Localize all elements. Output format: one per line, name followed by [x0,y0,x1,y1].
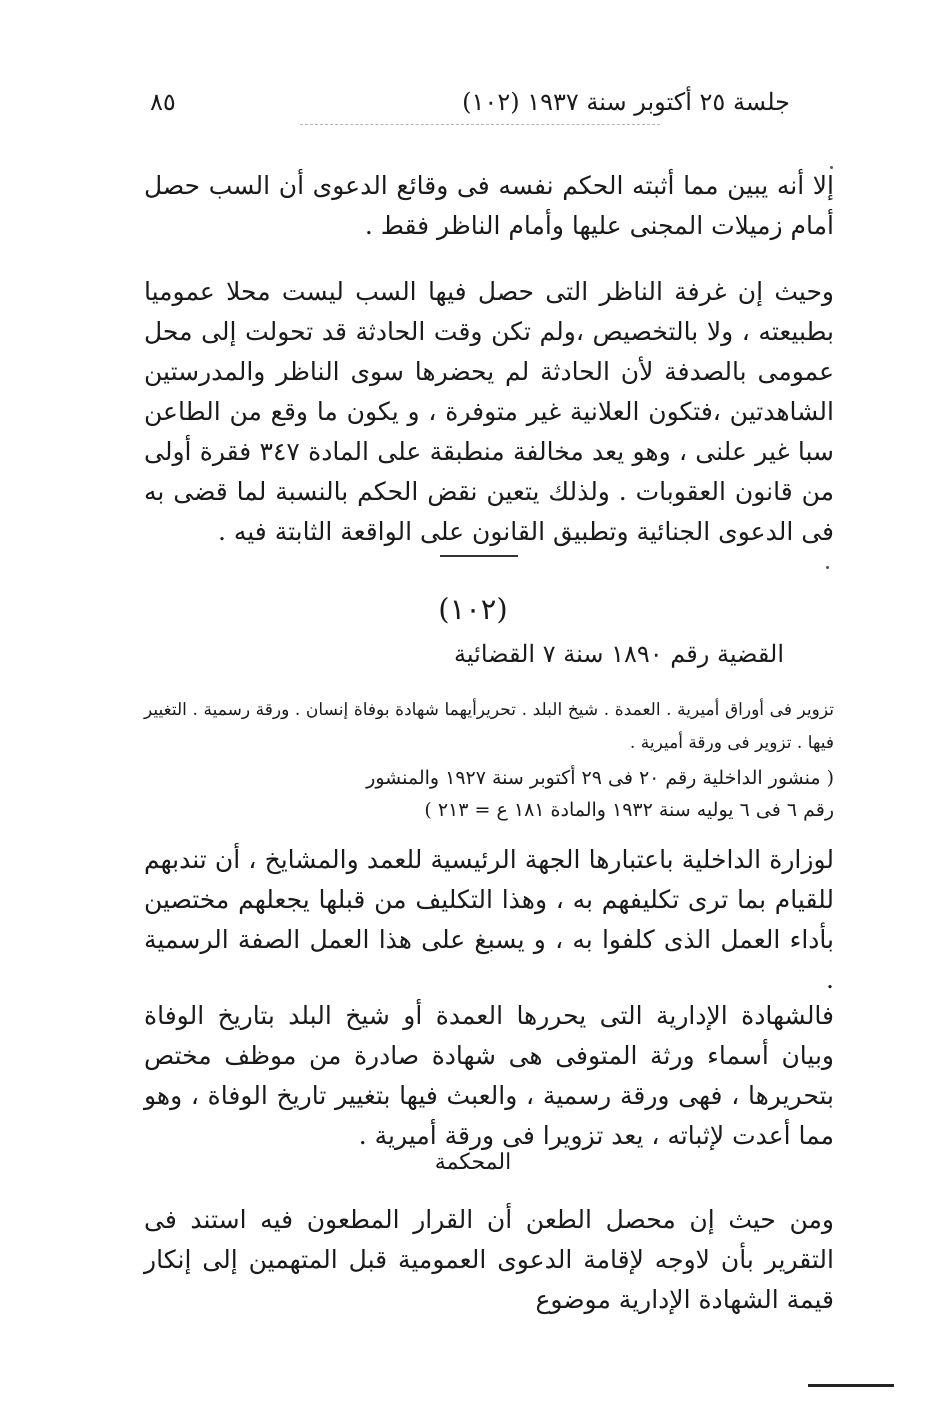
principle-paragraph-1: لوزارة الداخلية باعتبارها الجهة الرئيسية للعمد والمشايخ ، أن تندبهم للقيام بما ترى تكليفهم به ، وهذا التكليف من قبلها يجعلهم مختصين بأداء العمل الذى كلفوا به ، و يسبغ على هذا العمل الصفة الرسمية . [144,845,834,994]
case-number: (١٠٢) [438,592,508,626]
print-speck [826,566,829,569]
legal-reference-line-2: رقم ٦ فى ٦ يوليه سنة ١٩٣٢ والمادة ١٨١ ع = ٢١٣ ) [424,799,834,821]
page-number: ٨٥ [150,88,176,116]
legal-reference [144,762,834,826]
principle-paragraph-2: فالشهادة الإدارية التى يحررها العمدة أو شيخ البلد بتاريخ الوفاة وبيان أسماء ورثة المتوفى هى شهادة صادرة من موظف مختص بتحريرها ، فهى ورقة رسمية ، والعبث فيها بتغيير تاريخ الوفاة ، وهو مما أعدت لإثباته ، يعد تزويرا فى ورقة أميرية . [144,1001,834,1150]
case-keywords: تزوير فى أوراق أميرية . العمدة . شيخ البلد . تحريرأيهما شهادة بوفاة إنسان . ورقة رسمية . التغيير فيها . تزوير فى ورقة أميرية . [144,700,834,753]
print-speck [830,166,833,169]
case-reference: القضية رقم ١٨٩٠ سنة ٧ القضائية [454,640,784,668]
paragraph-2: وحيث إن غرفة الناظر التى حصل فيها السب ليست محلا عموميا بطبيعته ، ولا بالتخصيص ،ولم تكن وقت الحادثة قد تحولت إلى محل عمومى بالصدفة لأن الحادثة لم يحضرها سوى الناظر والمدرستين الشاهدتين ،فتكون العلانية غير متوفرة ، و يكون ما وقع من الطاعن سبا غير علنى ، وهو يعد مخالفة منطبقة على المادة ٣٤٧ فقرة أولى من قانون العقوبات . ولذلك يتعين نقض الحكم بالنسبة لما قضى به فى الدعوى الجنائية وتطبيق القانون على الواقعة الثابتة فيه . [144,277,834,546]
running-header [150,82,790,122]
bottom-rule [808,1384,894,1387]
section-divider [440,555,518,557]
court-paragraph: ومن حيث إن محصل الطعن أن القرار المطعون فيه استند فى التقرير بأن لاوجه لإقامة الدعوى العمومية قبل المتهمين إلى إنكار قيمة الشهادة الإدارية موضوع [144,1205,834,1314]
legal-reference-line-1: ( منشور الداخلية رقم ٢٠ فى ٢٩ أكتوبر سنة ١٩٢٧ والمنشور [366,767,834,789]
header-rule [300,124,660,125]
header-title: جلسة ٢٥ أكتوبر سنة ١٩٣٧ (١٠٢) [462,88,790,116]
section-heading-court: المحكمة [434,1150,512,1175]
paragraph-1: إلا أنه يبين مما أثبته الحكم نفسه فى وقائع الدعوى أن السب حصل أمام زميلات المجنى عليها وأمام الناظر فقط . [144,171,834,240]
